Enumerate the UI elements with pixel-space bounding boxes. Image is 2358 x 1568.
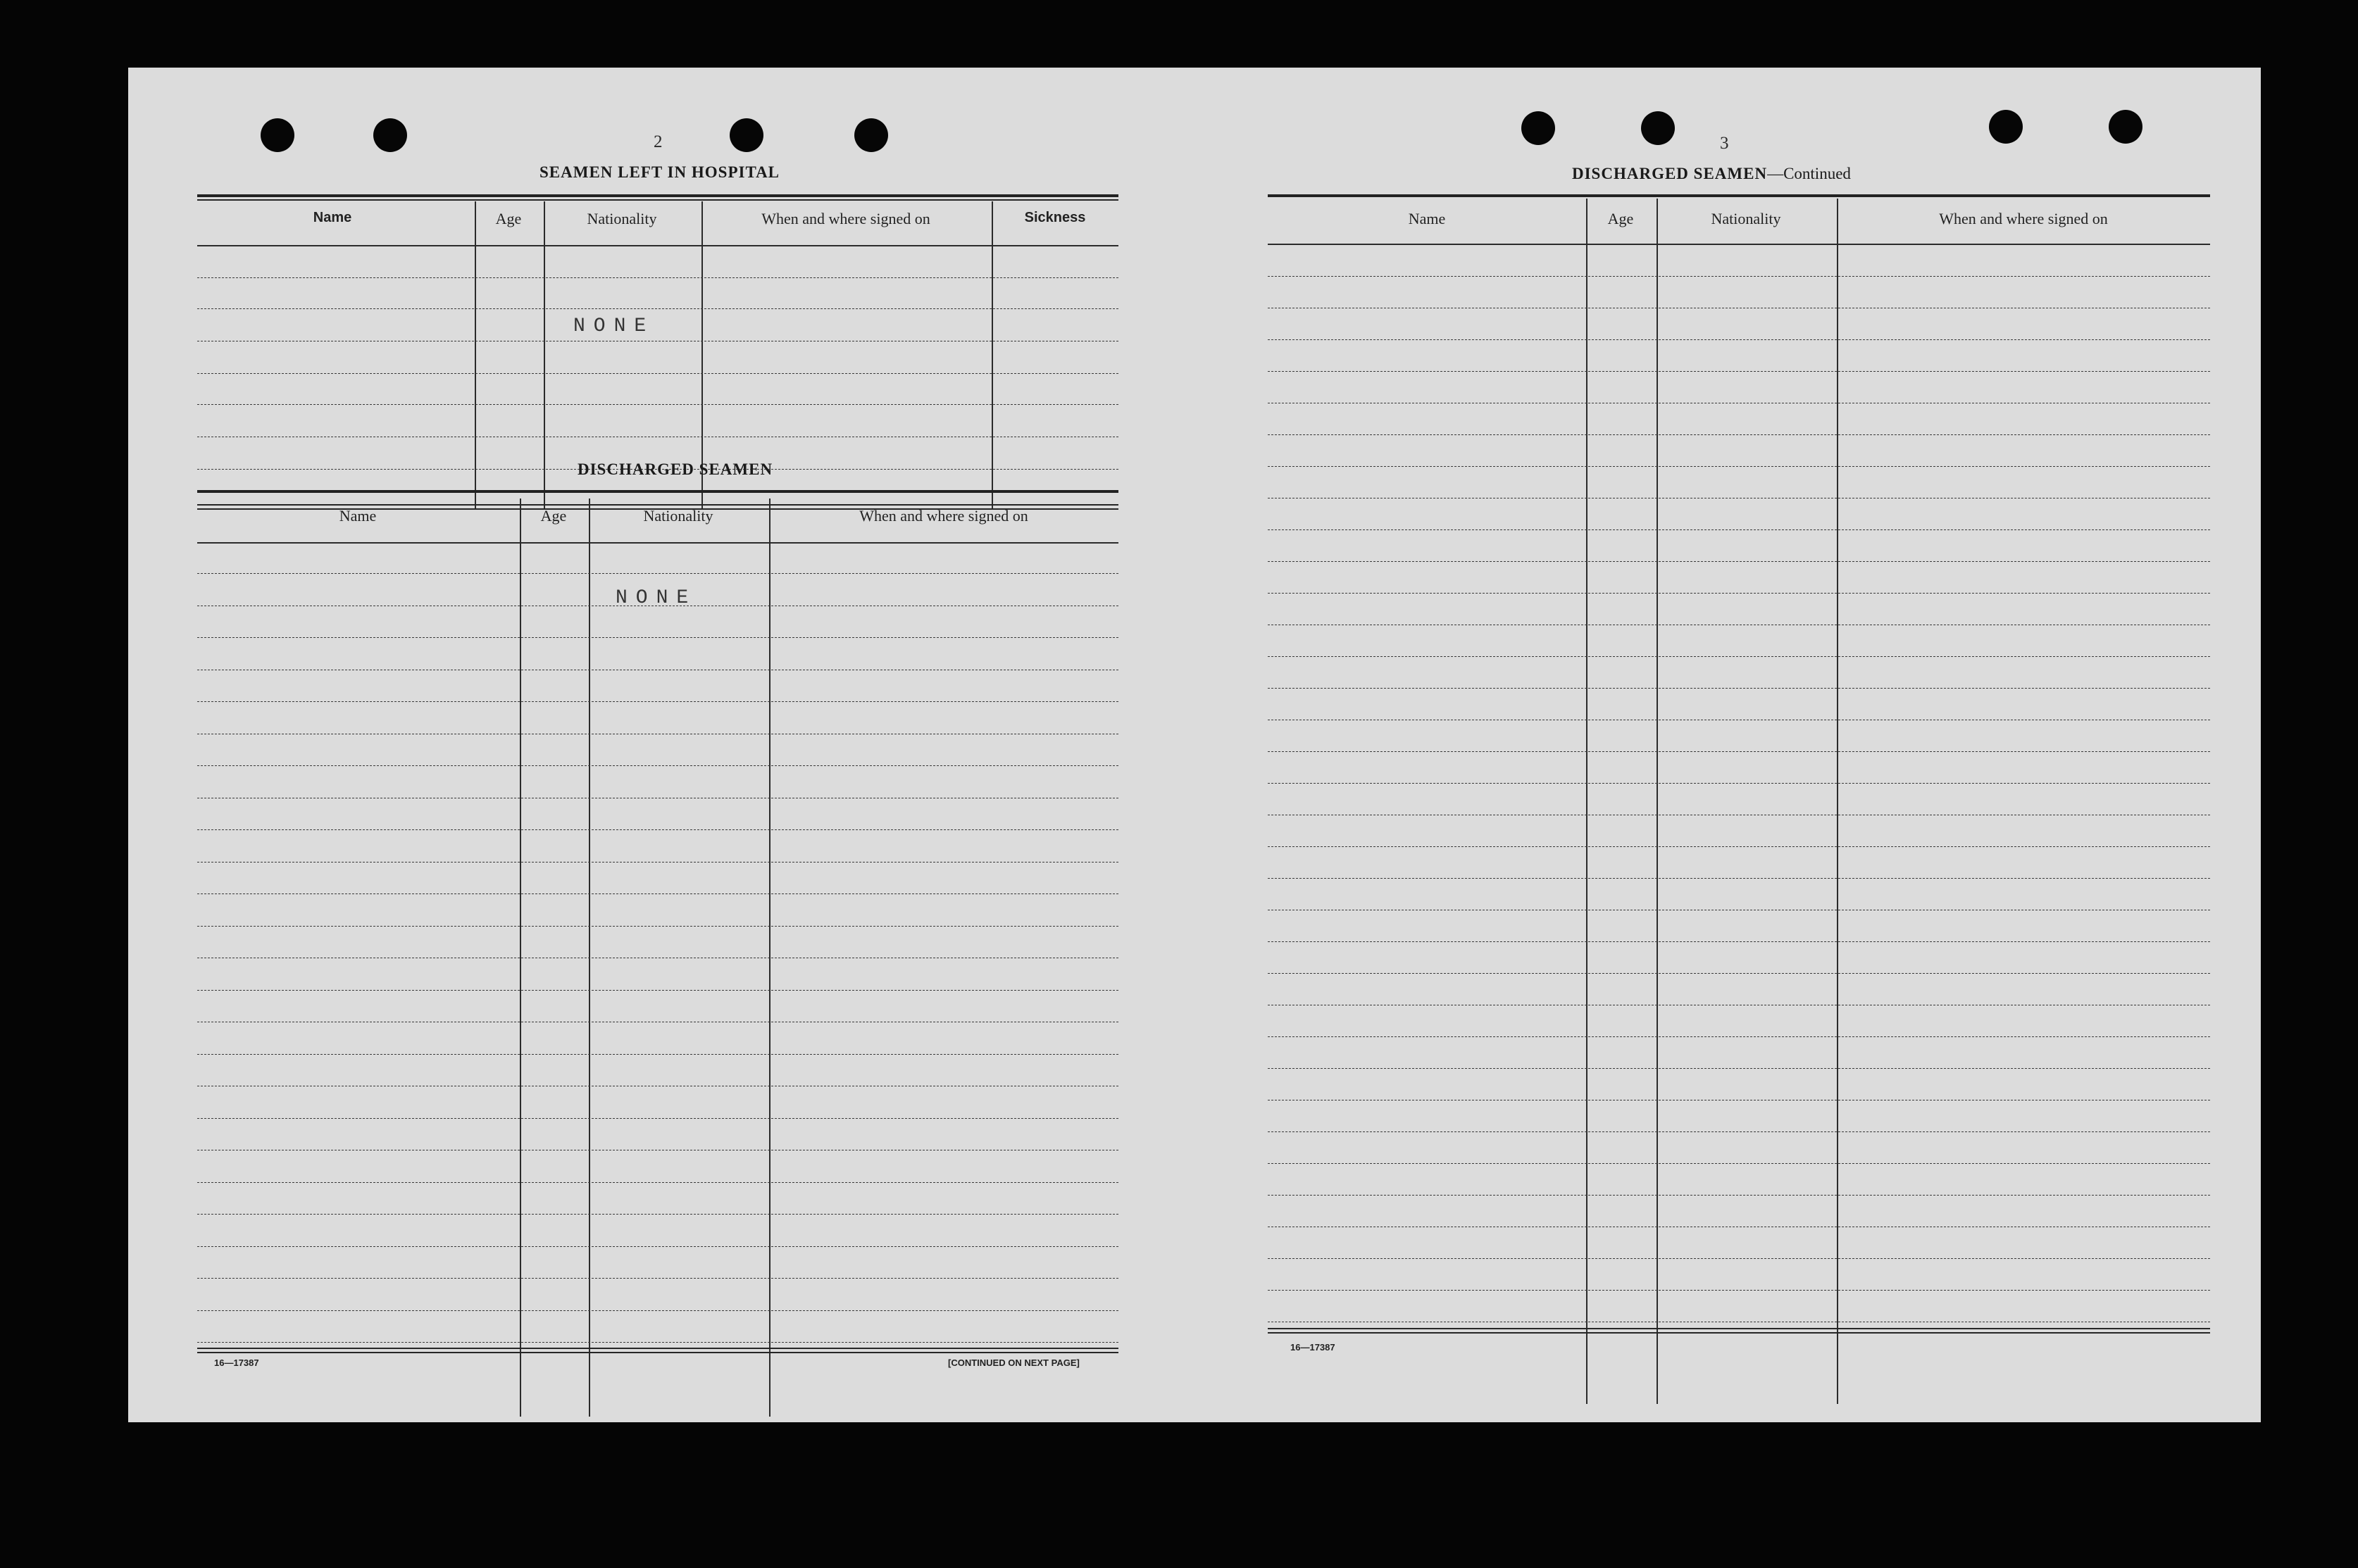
punch-hole-icon xyxy=(1989,110,2023,144)
table-row-line xyxy=(1268,751,2210,752)
discharged-entry-none: NONE xyxy=(616,587,697,609)
column-header-age: Age xyxy=(1607,210,1634,227)
table-row-line xyxy=(1268,878,2210,879)
column-header-nationality: Nationality xyxy=(1711,210,1781,227)
table-row-line xyxy=(197,893,1118,894)
table-row-line xyxy=(197,1118,1118,1119)
table-row-line xyxy=(1268,1195,2210,1196)
discharged-continued-title xyxy=(1572,165,1851,183)
table-row-line xyxy=(197,1310,1118,1311)
column-divider xyxy=(544,201,545,508)
punch-hole-icon xyxy=(1641,111,1675,145)
table-row-line xyxy=(1268,593,2210,594)
table-row-line xyxy=(197,637,1118,638)
table-row-line xyxy=(197,990,1118,991)
column-divider xyxy=(1837,199,1838,1404)
table-row-line xyxy=(1268,656,2210,657)
punch-hole-icon xyxy=(730,118,763,152)
table-row-line xyxy=(197,373,1118,374)
table-row-line xyxy=(197,862,1118,863)
section-rule xyxy=(197,199,1118,201)
form-number: 16—17387 xyxy=(214,1357,259,1368)
table-row-line xyxy=(1268,1290,2210,1291)
column-header-nationality: Nationality xyxy=(587,210,657,227)
table-row-line xyxy=(1268,244,2210,245)
table-row-line xyxy=(197,1054,1118,1055)
table-row-line xyxy=(1268,339,2210,340)
title-suffix: —Continued xyxy=(1767,165,1851,182)
table-row-line xyxy=(1268,1258,2210,1259)
column-header-age: Age xyxy=(540,507,567,525)
table-row-line xyxy=(197,404,1118,405)
table-row-line xyxy=(1268,688,2210,689)
title-text: DISCHARGED SEAMEN xyxy=(1572,165,1768,182)
table-row-line xyxy=(1268,371,2210,372)
table-row-line xyxy=(1268,973,2210,974)
table-row-line xyxy=(197,542,1118,544)
page-number: 2 xyxy=(654,132,663,151)
table-row-line xyxy=(1268,1163,2210,1164)
table-row-line xyxy=(197,701,1118,702)
table-row-line xyxy=(197,1246,1118,1247)
table-row-line xyxy=(197,926,1118,927)
table-row-line xyxy=(197,765,1118,766)
section-rule xyxy=(197,1348,1118,1349)
table-row-line xyxy=(197,1182,1118,1183)
table-row-line xyxy=(197,1342,1118,1343)
table-row-line xyxy=(1268,276,2210,277)
column-divider xyxy=(1586,199,1587,1404)
punch-hole-icon xyxy=(261,118,294,152)
section-rule xyxy=(197,1352,1118,1353)
right-page xyxy=(1248,68,2261,1422)
form-number: 16—17387 xyxy=(1290,1342,1335,1353)
section-rule xyxy=(1268,194,2210,197)
table-row-line xyxy=(1268,466,2210,467)
column-header-signed-on: When and where signed on xyxy=(1939,210,2108,227)
table-row-line xyxy=(1268,783,2210,784)
table-row-line xyxy=(197,1214,1118,1215)
punch-hole-icon xyxy=(1521,111,1555,145)
table-row-line xyxy=(1268,846,2210,847)
section-rule xyxy=(197,490,1118,493)
table-row-line xyxy=(1268,434,2210,435)
page-number: 3 xyxy=(1720,134,1729,153)
column-divider xyxy=(1657,199,1658,1404)
hospital-entry-none: NONE xyxy=(573,315,655,337)
continued-note: [CONTINUED ON NEXT PAGE] xyxy=(948,1357,1080,1368)
punch-hole-icon xyxy=(373,118,407,152)
column-divider xyxy=(475,201,476,508)
column-divider xyxy=(992,201,993,508)
column-header-name: Name xyxy=(1408,210,1446,227)
column-header-age: Age xyxy=(495,210,522,227)
column-header-sickness: Sickness xyxy=(1024,210,1086,225)
table-row-line xyxy=(197,308,1118,309)
table-row-line xyxy=(197,573,1118,574)
column-header-name: Name xyxy=(339,507,377,525)
column-header-signed-on: When and where signed on xyxy=(859,507,1028,525)
column-header-nationality: Nationality xyxy=(643,507,713,525)
section-rule xyxy=(197,194,1118,197)
table-row-line xyxy=(1268,529,2210,530)
punch-hole-icon xyxy=(854,118,888,152)
column-header-name: Name xyxy=(313,210,352,225)
section-rule xyxy=(1268,1332,2210,1334)
table-row-line xyxy=(197,277,1118,278)
discharged-section-title: DISCHARGED SEAMEN xyxy=(578,460,773,478)
hospital-section-title: SEAMEN LEFT IN HOSPITAL xyxy=(539,163,780,181)
section-rule xyxy=(1268,1328,2210,1329)
table-row-line xyxy=(1268,941,2210,942)
table-row-line xyxy=(1268,1131,2210,1132)
section-rule xyxy=(197,504,1118,506)
column-header-signed-on: When and where signed on xyxy=(761,210,930,227)
table-row-line xyxy=(197,1278,1118,1279)
table-row-line xyxy=(1268,1036,2210,1037)
table-row-line xyxy=(1268,561,2210,562)
table-row-line xyxy=(197,829,1118,830)
table-row-line xyxy=(1268,1068,2210,1069)
table-row-line xyxy=(197,245,1118,246)
punch-hole-icon xyxy=(2109,110,2142,144)
